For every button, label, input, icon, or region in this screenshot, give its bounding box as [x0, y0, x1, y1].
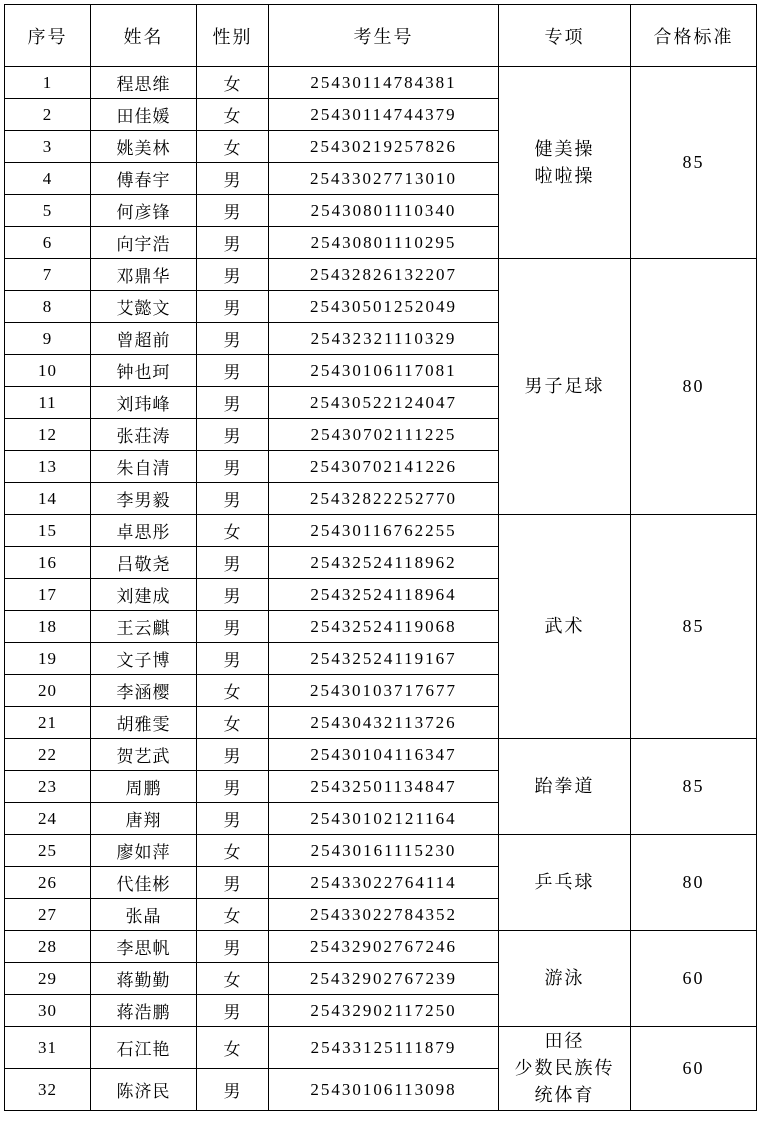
table-row — [5, 739, 757, 771]
row-exam-number: 25430114784381 — [269, 67, 499, 99]
row-index: 4 — [5, 163, 91, 195]
row-name: 田佳媛 — [91, 99, 197, 131]
table-body — [5, 67, 757, 1111]
table-row — [5, 1027, 757, 1069]
row-index: 19 — [5, 643, 91, 675]
row-gender: 女 — [197, 515, 269, 547]
row-name: 代佳彬 — [91, 867, 197, 899]
row-gender: 男 — [197, 323, 269, 355]
row-exam-number: 25430106117081 — [269, 355, 499, 387]
row-gender: 男 — [197, 419, 269, 451]
row-index: 18 — [5, 611, 91, 643]
row-index: 31 — [5, 1027, 91, 1069]
row-exam-number: 25432822252770 — [269, 483, 499, 515]
row-exam-number: 25430104116347 — [269, 739, 499, 771]
row-name: 刘建成 — [91, 579, 197, 611]
row-exam-number: 25430702141226 — [269, 451, 499, 483]
row-gender: 男 — [197, 867, 269, 899]
row-name: 卓思彤 — [91, 515, 197, 547]
row-name: 蒋勤勤 — [91, 963, 197, 995]
row-exam-number: 25432524119068 — [269, 611, 499, 643]
row-index: 3 — [5, 131, 91, 163]
group-standard: 80 — [631, 835, 757, 931]
table-row — [5, 259, 757, 291]
row-exam-number: 25430432113726 — [269, 707, 499, 739]
row-name: 傅春宇 — [91, 163, 197, 195]
row-index: 7 — [5, 259, 91, 291]
row-gender: 男 — [197, 739, 269, 771]
row-index: 15 — [5, 515, 91, 547]
row-index: 30 — [5, 995, 91, 1027]
row-index: 25 — [5, 835, 91, 867]
row-gender: 男 — [197, 803, 269, 835]
row-gender: 男 — [197, 611, 269, 643]
header-gender: 性别 — [197, 5, 269, 67]
row-index: 10 — [5, 355, 91, 387]
specialty-line: 统体育 — [534, 1085, 595, 1106]
header-row — [5, 5, 757, 67]
group-specialty — [499, 1027, 631, 1111]
row-gender: 女 — [197, 131, 269, 163]
row-gender: 女 — [197, 707, 269, 739]
row-gender: 男 — [197, 355, 269, 387]
row-exam-number: 25433022784352 — [269, 899, 499, 931]
row-name: 张荘涛 — [91, 419, 197, 451]
row-name: 李思帆 — [91, 931, 197, 963]
row-gender: 男 — [197, 995, 269, 1027]
row-name: 何彦锋 — [91, 195, 197, 227]
row-exam-number: 25433022764114 — [269, 867, 499, 899]
row-index: 20 — [5, 675, 91, 707]
row-name: 吕敬尧 — [91, 547, 197, 579]
row-exam-number: 25430161115230 — [269, 835, 499, 867]
group-specialty — [499, 931, 631, 1027]
header-standard: 合格标准 — [631, 5, 757, 67]
group-standard: 85 — [631, 515, 757, 739]
row-exam-number: 25432902117250 — [269, 995, 499, 1027]
row-exam-number: 25432321110329 — [269, 323, 499, 355]
row-gender: 男 — [197, 643, 269, 675]
row-exam-number: 25430116762255 — [269, 515, 499, 547]
row-index: 27 — [5, 899, 91, 931]
row-gender: 女 — [197, 1027, 269, 1069]
row-exam-number: 25432524119167 — [269, 643, 499, 675]
specialty-line: 健美操 — [534, 138, 595, 160]
row-index: 8 — [5, 291, 91, 323]
row-gender: 男 — [197, 195, 269, 227]
row-exam-number: 25432902767239 — [269, 963, 499, 995]
row-exam-number: 25430522124047 — [269, 387, 499, 419]
row-exam-number: 25432501134847 — [269, 771, 499, 803]
row-exam-number: 25430219257826 — [269, 131, 499, 163]
row-index: 21 — [5, 707, 91, 739]
row-name: 李男毅 — [91, 483, 197, 515]
row-name: 艾懿文 — [91, 291, 197, 323]
row-index: 14 — [5, 483, 91, 515]
row-gender: 男 — [197, 579, 269, 611]
group-standard: 60 — [631, 931, 757, 1027]
row-exam-number: 25430801110340 — [269, 195, 499, 227]
table-row — [5, 931, 757, 963]
row-gender: 男 — [197, 451, 269, 483]
row-index: 32 — [5, 1069, 91, 1111]
row-name: 钟也珂 — [91, 355, 197, 387]
group-specialty — [499, 515, 631, 739]
row-exam-number: 25432902767246 — [269, 931, 499, 963]
row-name: 蒋浩鹏 — [91, 995, 197, 1027]
row-index: 6 — [5, 227, 91, 259]
row-gender: 男 — [197, 163, 269, 195]
specialty-line: 啦啦操 — [534, 165, 595, 187]
row-name: 文子博 — [91, 643, 197, 675]
row-exam-number: 25430106113098 — [269, 1069, 499, 1111]
row-gender: 女 — [197, 835, 269, 867]
row-exam-number: 25430501252049 — [269, 291, 499, 323]
row-exam-number: 25432524118964 — [269, 579, 499, 611]
row-gender: 男 — [197, 387, 269, 419]
specialty-line: 少数民族传 — [514, 1058, 615, 1079]
group-specialty — [499, 739, 631, 835]
row-name: 曾超前 — [91, 323, 197, 355]
row-index: 12 — [5, 419, 91, 451]
group-specialty — [499, 67, 631, 259]
row-index: 16 — [5, 547, 91, 579]
row-index: 28 — [5, 931, 91, 963]
row-name: 朱自清 — [91, 451, 197, 483]
row-exam-number: 25433125111879 — [269, 1027, 499, 1069]
group-standard: 85 — [631, 67, 757, 259]
row-name: 胡雅雯 — [91, 707, 197, 739]
specialty-line: 武术 — [544, 616, 585, 637]
header-name: 姓名 — [91, 5, 197, 67]
row-gender: 男 — [197, 547, 269, 579]
row-gender: 女 — [197, 899, 269, 931]
row-exam-number: 25430114744379 — [269, 99, 499, 131]
group-standard: 85 — [631, 739, 757, 835]
row-name: 石江艳 — [91, 1027, 197, 1069]
table-row — [5, 515, 757, 547]
row-name: 刘玮峰 — [91, 387, 197, 419]
candidate-table — [4, 4, 757, 1111]
header-specialty: 专项 — [499, 5, 631, 67]
header-index: 序号 — [5, 5, 91, 67]
row-gender: 男 — [197, 291, 269, 323]
row-name: 唐翔 — [91, 803, 197, 835]
row-gender: 男 — [197, 771, 269, 803]
specialty-line: 男子足球 — [524, 376, 605, 397]
row-name: 向宇浩 — [91, 227, 197, 259]
specialty-line: 跆拳道 — [534, 776, 595, 797]
row-index: 13 — [5, 451, 91, 483]
row-exam-number: 25430103717677 — [269, 675, 499, 707]
table-row — [5, 67, 757, 99]
row-index: 11 — [5, 387, 91, 419]
row-name: 程思维 — [91, 67, 197, 99]
row-name: 陈济民 — [91, 1069, 197, 1111]
row-name: 贺艺武 — [91, 739, 197, 771]
row-gender: 男 — [197, 227, 269, 259]
row-name: 周鹏 — [91, 771, 197, 803]
row-name: 张晶 — [91, 899, 197, 931]
row-gender: 男 — [197, 931, 269, 963]
row-index: 2 — [5, 99, 91, 131]
row-index: 22 — [5, 739, 91, 771]
row-gender: 女 — [197, 67, 269, 99]
row-name: 姚美林 — [91, 131, 197, 163]
row-exam-number: 25430102121164 — [269, 803, 499, 835]
row-exam-number: 25430801110295 — [269, 227, 499, 259]
group-specialty — [499, 835, 631, 931]
row-index: 24 — [5, 803, 91, 835]
header-exam-number: 考生号 — [269, 5, 499, 67]
row-exam-number: 25433027713010 — [269, 163, 499, 195]
row-gender: 男 — [197, 483, 269, 515]
row-gender: 女 — [197, 963, 269, 995]
row-gender: 男 — [197, 259, 269, 291]
specialty-line: 游泳 — [544, 968, 585, 989]
row-name: 李涵樱 — [91, 675, 197, 707]
row-index: 29 — [5, 963, 91, 995]
row-index: 5 — [5, 195, 91, 227]
group-standard: 80 — [631, 259, 757, 515]
row-index: 23 — [5, 771, 91, 803]
row-name: 王云麒 — [91, 611, 197, 643]
row-index: 26 — [5, 867, 91, 899]
row-name: 邓鼎华 — [91, 259, 197, 291]
table-row — [5, 835, 757, 867]
row-exam-number: 25432524118962 — [269, 547, 499, 579]
row-index: 1 — [5, 67, 91, 99]
row-gender: 女 — [197, 675, 269, 707]
row-gender: 男 — [197, 1069, 269, 1111]
row-index: 17 — [5, 579, 91, 611]
row-name: 廖如萍 — [91, 835, 197, 867]
row-gender: 女 — [197, 99, 269, 131]
row-index: 9 — [5, 323, 91, 355]
group-standard: 60 — [631, 1027, 757, 1111]
group-specialty — [499, 259, 631, 515]
row-exam-number: 25432826132207 — [269, 259, 499, 291]
specialty-line: 田径 — [544, 1031, 585, 1052]
specialty-line: 乒乓球 — [534, 872, 595, 893]
row-exam-number: 25430702111225 — [269, 419, 499, 451]
